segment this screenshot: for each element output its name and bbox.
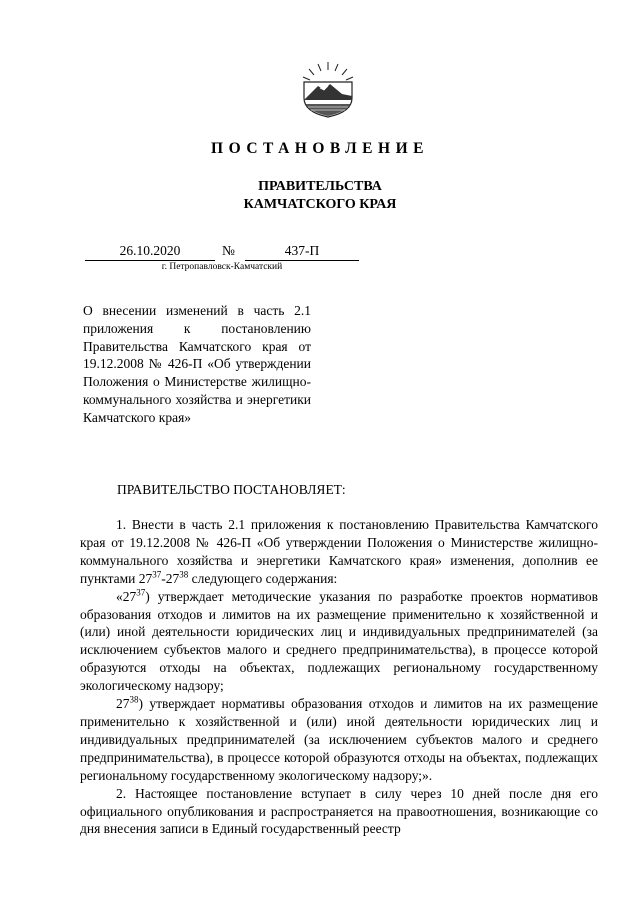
- issuing-authority-line-1: ПРАВИТЕЛЬСТВА: [258, 179, 382, 194]
- item-ref-a-sup: 37: [152, 569, 162, 580]
- paragraph-2-sup: 37: [136, 587, 146, 598]
- number-sign: №: [222, 243, 235, 258]
- paragraph-2: [80, 588, 598, 695]
- issuing-authority-line-2: КАМЧАТСКОГО КРАЯ: [243, 197, 397, 212]
- issue-city: г. Петропавловск-Камчатский: [161, 262, 283, 272]
- paragraph-1: [80, 516, 598, 588]
- item-ref-b: 27: [165, 570, 180, 586]
- paragraph-4: 2. Настоящее постановление вступает в силу через 10 дней после дня его официального опубликования и распространяется на правоотношения, возникающие со дня внесения записи в Единый государственный реестр: [80, 785, 598, 837]
- paragraph-1-text: 1. Внести в часть 2.1 приложения к постановлению Правительства Камчатского края от 19.12.2008 № 426-П «Об утверждении Положения о Министерстве жилищно-коммунального хозяйства и энергетики Камчатского края» изменения, дополнив ее пунктами: [80, 517, 598, 586]
- document-title: ПОСТАНОВЛЕНИЕ: [211, 140, 429, 157]
- item-ref-a: 27: [138, 570, 153, 586]
- document-date: 26.10.2020: [85, 243, 215, 261]
- kamchatka-coat-of-arms-icon: [298, 60, 358, 118]
- decree-heading: ПРАВИТЕЛЬСТВО ПОСТАНОВЛЯЕТ:: [117, 482, 346, 497]
- paragraph-3-open: 27: [116, 696, 130, 712]
- item-ref-dash: -: [161, 570, 166, 586]
- document-number: 437-П: [245, 243, 359, 261]
- item-ref-b-sup: 38: [179, 569, 189, 580]
- paragraph-1-end: следующего содержания:: [188, 570, 338, 586]
- issuing-authority: [0, 178, 640, 214]
- paragraph-3-sup: 38: [129, 694, 139, 705]
- document-body: [80, 516, 598, 838]
- paragraph-2-text: ) утверждает методические указания по разработке проектов нормативов образования отходов и лимитов на их размещение применительно к хозяйственной и (или) иной деятельности юридических лиц и индивидуальных предпринимателей (за исключением субъектов малого и среднего предпринимательства), в процессе которой образуются отходы на объектах, подлежащих региональному государственному экологическому надзору;: [80, 588, 598, 694]
- document-subject: О внесении изменений в часть 2.1 приложения к постановлению Правительства Камчатского края от 19.12.2008 № 426-П «Об утверждении Положения о Министерстве жилищно-коммунального хозяйства и энергетики Камчатского края»: [83, 303, 311, 425]
- paragraph-2-open: «27: [116, 588, 137, 604]
- paragraph-3-text: ) утверждает нормативы образования отходов и лимитов на их размещение применительно к хозяйственной и (или) иной деятельности юридических лиц и индивидуальных предпринимателей (за исключением субъектов малого и среднего предпринимательства), в процессе которой образуются отходы на объектах, подлежащих региональному государственному экологическому надзору;».: [80, 696, 598, 783]
- paragraph-3: [80, 695, 598, 785]
